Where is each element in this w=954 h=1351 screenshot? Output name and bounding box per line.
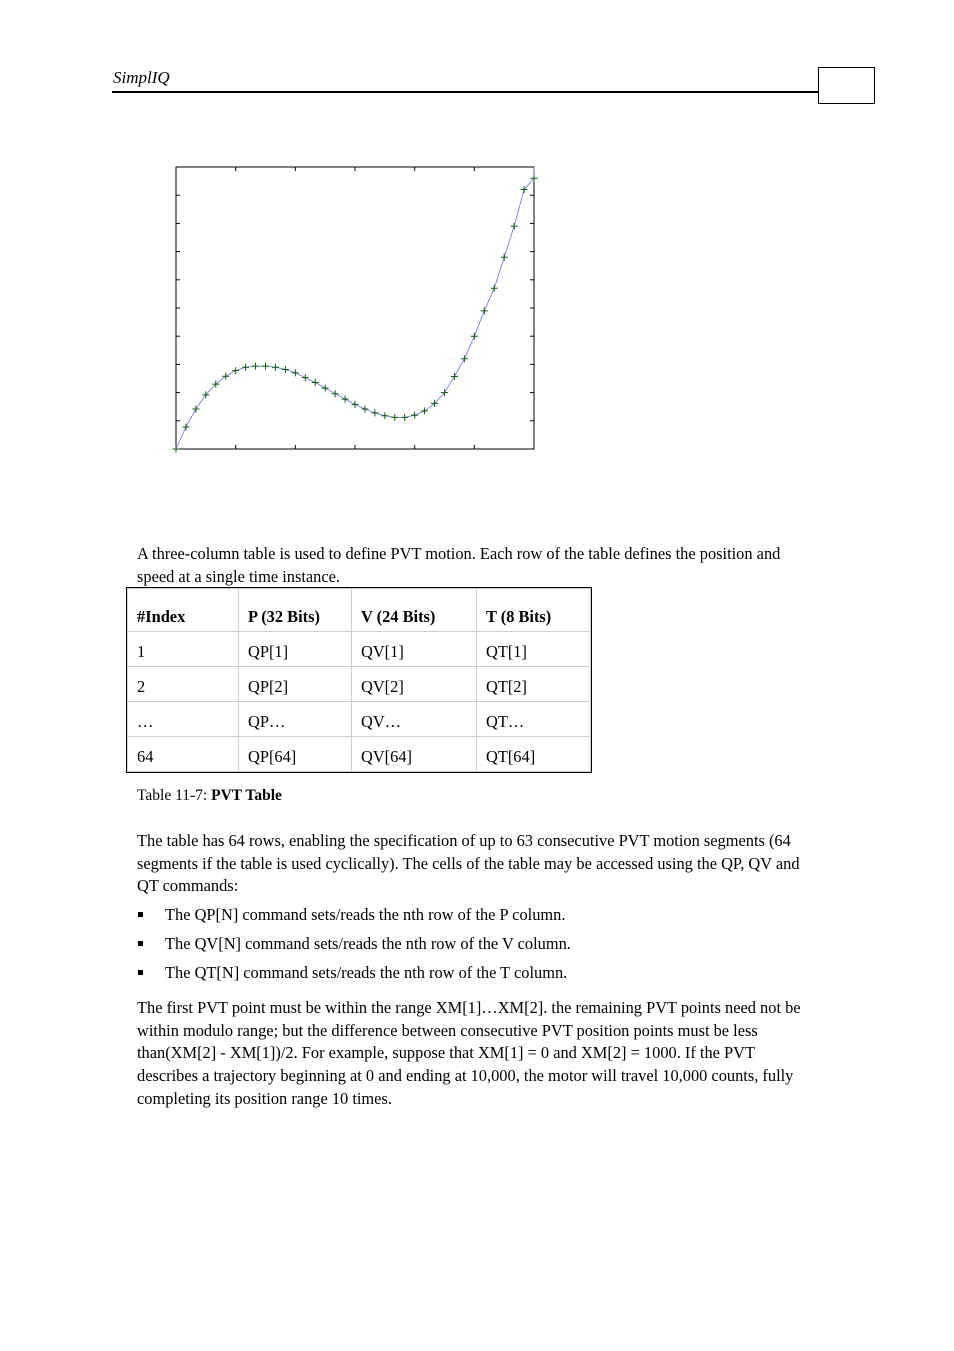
data-point bbox=[302, 374, 309, 381]
data-point bbox=[182, 424, 189, 431]
data-point bbox=[381, 412, 388, 419]
table-cell: QT[2] bbox=[477, 667, 591, 702]
bullet-icon bbox=[138, 941, 143, 946]
bullet-icon bbox=[138, 970, 143, 975]
data-point bbox=[342, 396, 349, 403]
data-point bbox=[471, 333, 478, 340]
caption-name: PVT Table bbox=[211, 787, 282, 804]
range-paragraph: The first PVT point must be within the range XM[1]…XM[2]. the remaining PVT points need not be within modulo range; but the difference between consecutive PVT position points must be less than(XM[2] - XM[1])/2. For example, suppose that XM[1] = 0 and XM[2] = 1000. If the PVT describes a trajectory beginning at 0 and ending at 10,000, the motor will travel 10,000 counts, fully completing its position range 10 times. bbox=[137, 998, 801, 1108]
data-point bbox=[411, 412, 418, 419]
data-point bbox=[481, 307, 488, 314]
table-cell: 64 bbox=[128, 737, 239, 772]
data-point bbox=[511, 223, 518, 230]
data-point bbox=[332, 390, 339, 397]
pvt-table bbox=[127, 588, 591, 772]
data-point bbox=[391, 414, 398, 421]
data-point bbox=[282, 366, 289, 373]
table-cell: QT… bbox=[477, 702, 591, 737]
data-point bbox=[192, 405, 199, 412]
table-row bbox=[128, 737, 591, 772]
table-cell: QV[1] bbox=[352, 632, 477, 667]
list-item-text: The QP[N] command sets/reads the nth row of the P column. bbox=[165, 905, 566, 924]
data-point bbox=[173, 446, 180, 453]
data-point bbox=[292, 369, 299, 376]
data-point bbox=[401, 414, 408, 421]
data-point bbox=[252, 363, 259, 370]
table-cell: QP[1] bbox=[239, 632, 352, 667]
table-header-cell: #Index bbox=[128, 589, 239, 632]
table-cell: QT[64] bbox=[477, 737, 591, 772]
command-list bbox=[137, 904, 571, 991]
data-point bbox=[312, 379, 319, 386]
table-header-cell: P (32 Bits) bbox=[239, 589, 352, 632]
data-point bbox=[352, 401, 359, 408]
list-item-text: The QT[N] command sets/reads the nth row of the T column. bbox=[165, 963, 568, 982]
table-cell: QT[1] bbox=[477, 632, 591, 667]
table-cell: QV[2] bbox=[352, 667, 477, 702]
intro-paragraph: A three-column table is used to define PVT motion. Each row of the table defines the position and speed at a single time instance. bbox=[137, 544, 781, 586]
data-point bbox=[222, 373, 229, 380]
data-point bbox=[272, 364, 279, 371]
data-point bbox=[262, 363, 269, 370]
table-cell: QP… bbox=[239, 702, 352, 737]
header-rule bbox=[112, 91, 819, 93]
table-cell: 2 bbox=[128, 667, 239, 702]
bullet-icon bbox=[138, 912, 143, 917]
list-item bbox=[137, 933, 571, 962]
table-header-row bbox=[128, 589, 591, 632]
table-cell: QP[64] bbox=[239, 737, 352, 772]
table-cell: 1 bbox=[128, 632, 239, 667]
list-item bbox=[137, 962, 571, 991]
data-point bbox=[451, 373, 458, 380]
data-point bbox=[371, 409, 378, 416]
data-point bbox=[242, 364, 249, 371]
header-title: SimplIQ bbox=[113, 68, 170, 87]
data-point bbox=[421, 407, 428, 414]
description-paragraph: The table has 64 rows, enabling the specification of up to 63 consecutive PVT motion segments (64 segments if the table is used cyclically). The cells of the table may be accessed using the QP, QV and QT commands: bbox=[137, 831, 800, 896]
table-caption bbox=[137, 787, 282, 805]
list-item-text: The QV[N] command sets/reads the nth row of the V column. bbox=[165, 934, 571, 953]
caption-prefix: Table 11-7: bbox=[137, 787, 212, 804]
table-row bbox=[128, 632, 591, 667]
data-point bbox=[501, 254, 508, 261]
table-cell: QV[64] bbox=[352, 737, 477, 772]
data-point bbox=[491, 285, 498, 292]
table-cell: QV… bbox=[352, 702, 477, 737]
table-row bbox=[128, 702, 591, 737]
table-header-cell: T (8 Bits) bbox=[477, 589, 591, 632]
page-number-box bbox=[818, 67, 875, 104]
data-point bbox=[461, 355, 468, 362]
pvt-chart bbox=[170, 160, 540, 460]
data-point bbox=[232, 367, 239, 374]
table-header-cell: V (24 Bits) bbox=[352, 589, 477, 632]
table-cell: … bbox=[128, 702, 239, 737]
list-item bbox=[137, 904, 571, 933]
table-cell: QP[2] bbox=[239, 667, 352, 702]
data-point bbox=[361, 405, 368, 412]
data-point bbox=[322, 385, 329, 392]
table-row bbox=[128, 667, 591, 702]
